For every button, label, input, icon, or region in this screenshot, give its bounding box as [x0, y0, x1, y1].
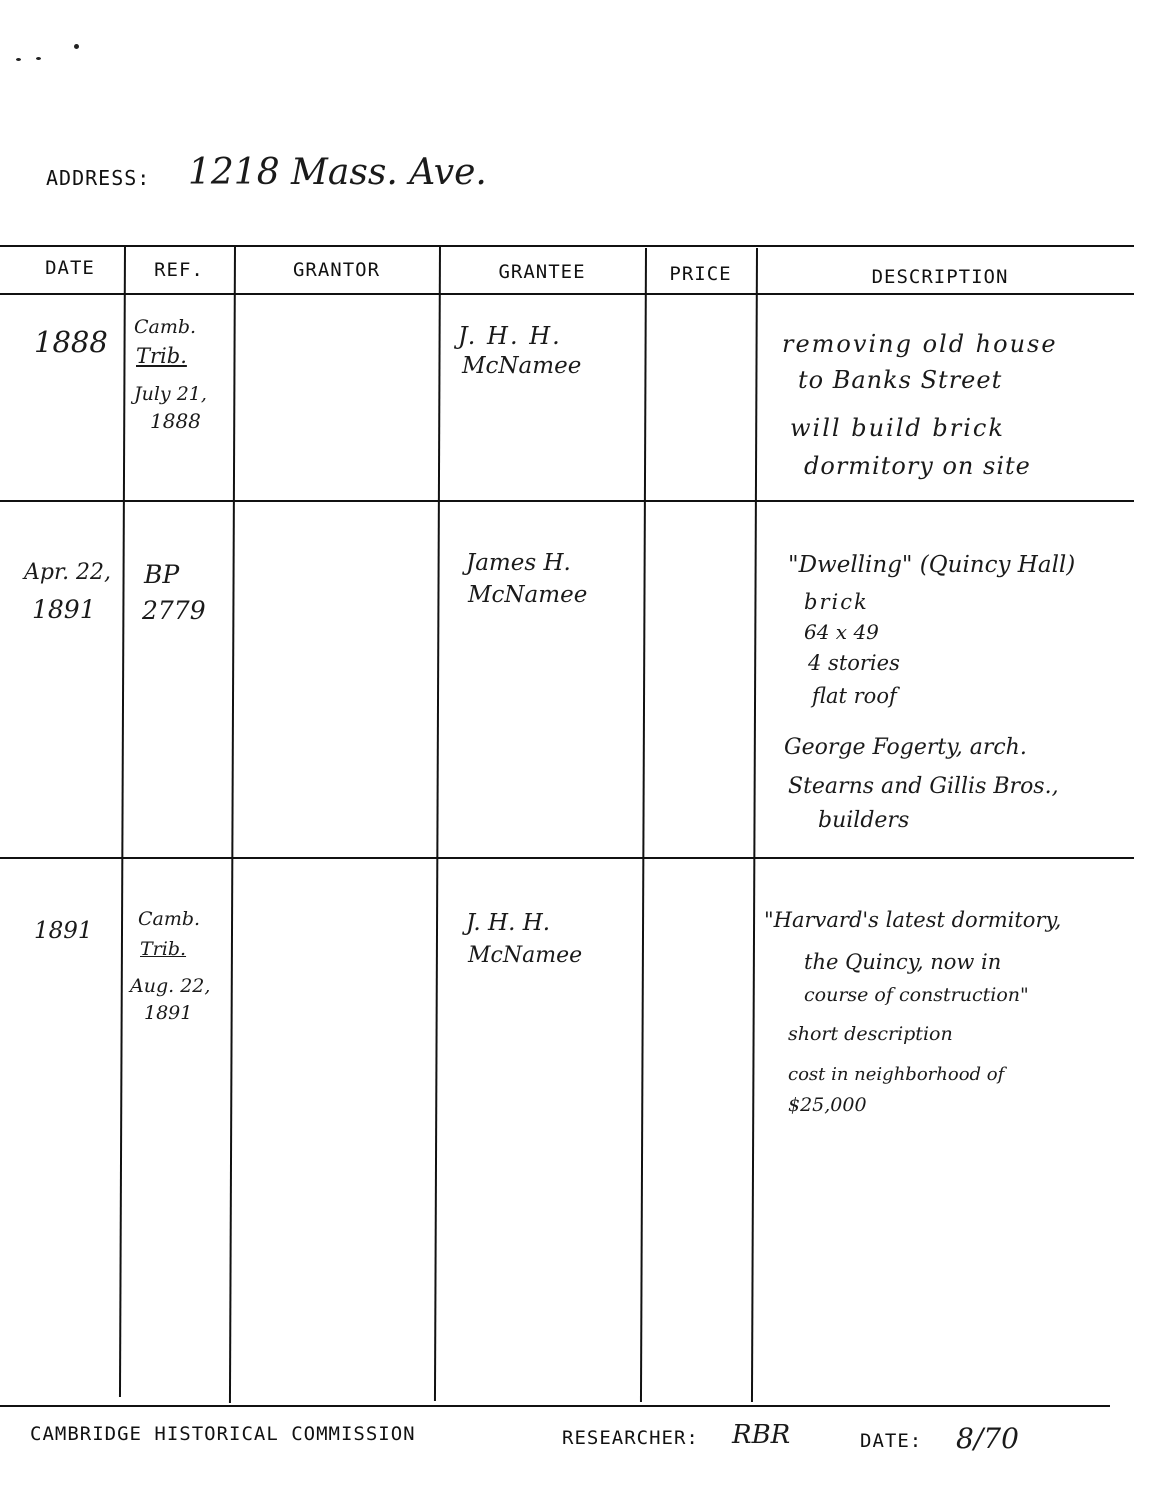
row3-description-line6: $25,000	[788, 1094, 867, 1116]
column-header-description: DESCRIPTION	[871, 266, 1009, 288]
row2-date-line2: 1891	[32, 595, 96, 624]
row2-grantee-line1: James H.	[466, 550, 571, 576]
column-header-price: PRICE	[669, 263, 732, 285]
column-divider	[229, 245, 236, 1403]
row3-description-line5: cost in neighborhood of	[788, 1064, 1005, 1085]
column-divider	[640, 248, 647, 1402]
header-bottom-rule	[0, 293, 1134, 295]
row2-ref-line1: BP	[144, 560, 180, 589]
researcher-label: RESEARCHER:	[562, 1427, 699, 1449]
row1-description-line3: will build brick	[790, 414, 1005, 442]
row3-ref-line4: 1891	[144, 1002, 193, 1024]
row2-description-line2: brick	[804, 590, 869, 614]
table-top-rule	[0, 245, 1134, 247]
column-header-grantor: GRANTOR	[292, 259, 381, 281]
table-bottom-rule	[0, 1405, 1110, 1407]
row2-description-line5: flat roof	[812, 684, 897, 708]
scan-speck	[74, 44, 79, 49]
row2-description-line7: Stearns and Gillis Bros.,	[788, 774, 1059, 799]
address-label: ADDRESS:	[46, 166, 151, 190]
column-header-date: DATE	[45, 257, 95, 279]
scan-speck	[16, 58, 21, 61]
column-header-ref: REF.	[154, 259, 204, 281]
row2-description-line3: 64 x 49	[804, 620, 879, 644]
row1-grantee-line1: J. H. H.	[458, 322, 562, 350]
row1-ref-line4: 1888	[150, 409, 201, 433]
row3-date: 1891	[34, 918, 93, 944]
row-divider	[0, 857, 1134, 859]
row2-grantee-line2: McNamee	[468, 582, 588, 608]
row2-description-line8: builders	[818, 808, 910, 833]
row1-date: 1888	[34, 325, 108, 359]
row3-grantee-line1: J. H. H.	[466, 910, 551, 936]
row3-grantee-line2: McNamee	[468, 943, 583, 968]
row1-description-line1: removing old house	[782, 330, 1058, 358]
row2-ref-line2: 2779	[142, 596, 206, 625]
row2-description-line4: 4 stories	[808, 651, 900, 675]
column-divider	[119, 245, 126, 1397]
row1-ref-line2: Trib.	[136, 344, 187, 368]
row3-description-line3: course of construction"	[804, 984, 1029, 1006]
row1-ref-line1: Camb.	[134, 316, 197, 338]
row3-description-line2: the Quincy, now in	[804, 950, 1002, 974]
row3-description-line1: "Harvard's latest dormitory,	[764, 908, 1062, 932]
column-divider	[434, 245, 441, 1401]
row1-description-line4: dormitory on site	[804, 452, 1031, 480]
column-divider	[751, 248, 758, 1402]
commission-name: CAMBRIDGE HISTORICAL COMMISSION	[30, 1423, 416, 1445]
date-label: DATE:	[860, 1430, 923, 1452]
row1-description-line2: to Banks Street	[798, 366, 1003, 394]
row3-description-line4: short description	[788, 1023, 953, 1045]
address-value: 1218 Mass. Ave.	[188, 152, 487, 193]
row-divider	[0, 500, 1134, 502]
row3-ref-line2: Trib.	[140, 938, 187, 960]
row2-description-line1: "Dwelling" (Quincy Hall)	[788, 552, 1076, 578]
row1-grantee-line2: McNamee	[462, 353, 582, 379]
row1-ref-line3: July 21,	[134, 383, 207, 405]
researcher-value: RBR	[732, 1420, 791, 1450]
row3-ref-line3: Aug. 22,	[130, 975, 211, 997]
row3-ref-line1: Camb.	[138, 908, 201, 930]
scan-speck	[36, 57, 41, 60]
date-value: 8/70	[956, 1422, 1019, 1455]
row2-description-line6: George Fogerty, arch.	[784, 735, 1027, 760]
column-header-grantee: GRANTEE	[498, 261, 586, 283]
row2-date-line1: Apr. 22,	[24, 560, 112, 585]
